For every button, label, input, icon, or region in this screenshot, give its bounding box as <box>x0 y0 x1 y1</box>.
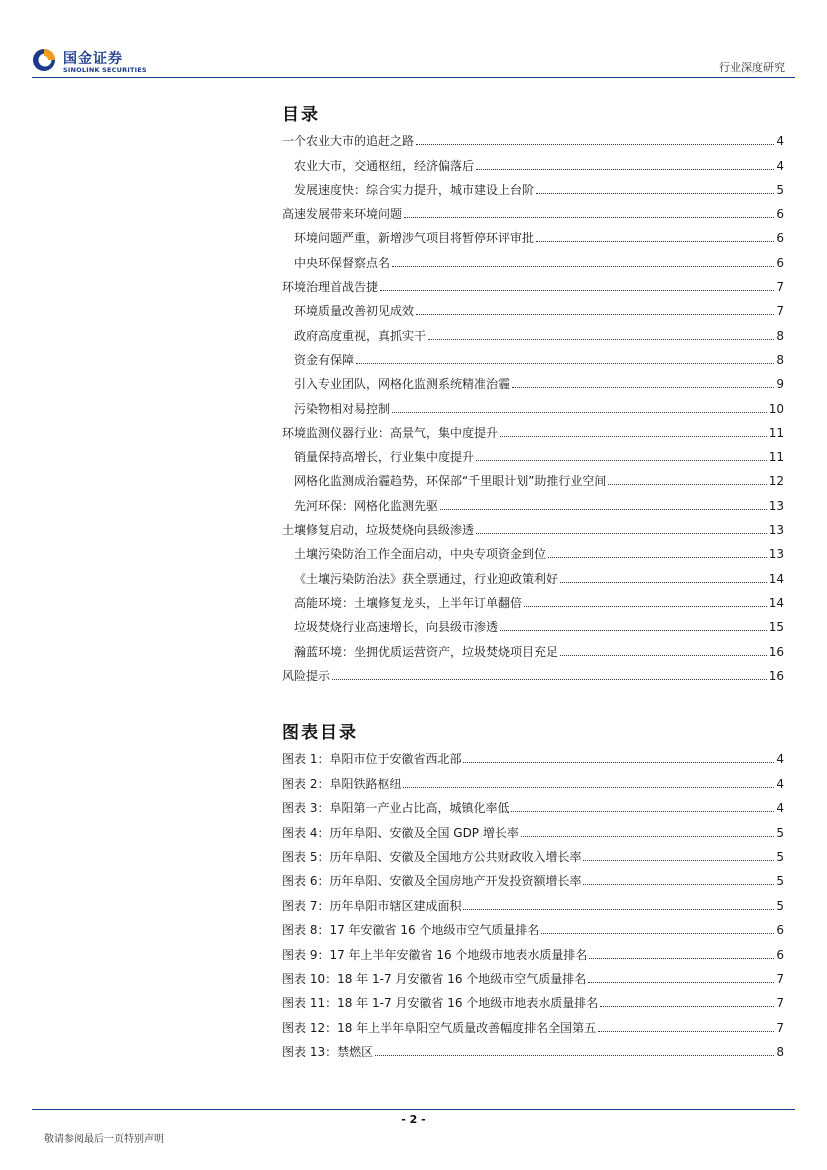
toc-entry[interactable] <box>282 294 784 318</box>
figure-entry[interactable] <box>282 766 784 790</box>
figure-entry[interactable] <box>282 840 784 864</box>
figure-entry[interactable] <box>282 791 784 815</box>
figure-entry-page: 4 <box>776 752 784 767</box>
figure-entry-text: 图表 7：历年阜阳市辖区建成面积 <box>282 898 462 913</box>
dot-leader <box>416 144 774 145</box>
figure-entry-page: 4 <box>776 801 784 816</box>
toc-entry-page: 16 <box>768 668 784 683</box>
toc-entry-text: 销量保持高增长，行业集中度提升 <box>294 450 475 465</box>
toc-entry-text: 政府高度重视，真抓实干 <box>294 328 427 343</box>
figure-entry-text: 图表 8：17 年安徽省 16 个地级市空气质量排名 <box>282 923 540 938</box>
figure-entry-page: 7 <box>776 971 784 986</box>
figure-entry-page: 5 <box>776 825 784 840</box>
toc-entry-text: 高能环境：土壤修复龙头，上半年订单翻倍 <box>294 595 523 610</box>
toc-entry[interactable] <box>282 416 784 440</box>
dot-leader <box>392 266 774 267</box>
toc-entry-page: 6 <box>776 231 784 246</box>
toc-entry[interactable] <box>282 464 784 488</box>
toc-entry-page: 11 <box>768 450 784 465</box>
toc-entry-page: 14 <box>768 571 784 586</box>
toc-entry[interactable] <box>282 634 784 658</box>
figure-entry-page: 5 <box>776 874 784 889</box>
figure-entry[interactable] <box>282 962 784 986</box>
dot-leader <box>560 655 767 656</box>
toc-entry-text: 瀚蓝环境：坐拥优质运营资产，垃圾焚烧项目充足 <box>294 644 559 659</box>
toc-entry-text: 土壤污染防治工作全面启动，中央专项资金到位 <box>294 547 547 562</box>
toc-entry[interactable] <box>282 513 784 537</box>
toc-entry-text: 《土壤污染防治法》获全票通过，行业迎政策利好 <box>294 571 559 586</box>
dot-leader <box>375 1055 774 1056</box>
toc-entry-page: 12 <box>768 474 784 489</box>
figure-entry-page: 5 <box>776 898 784 913</box>
page-number: - 2 - <box>401 1113 426 1126</box>
figures-title: 图表目录 <box>282 723 358 743</box>
company-name-cn: 国金证券 <box>63 51 123 67</box>
toc-entry-page: 13 <box>768 498 784 513</box>
figure-entry-text: 图表 13：禁燃区 <box>282 1045 374 1060</box>
dot-leader <box>548 557 767 558</box>
toc-entry-text: 资金有保障 <box>294 352 355 367</box>
toc-entry-page: 9 <box>776 377 784 392</box>
toc-entry-page: 4 <box>776 158 784 173</box>
dot-leader <box>476 460 767 461</box>
toc-entry[interactable] <box>282 148 784 172</box>
dot-leader <box>541 933 774 934</box>
report-type: 行业深度研究 <box>719 61 785 74</box>
header-divider <box>32 77 795 78</box>
figure-entry-text: 图表 4：历年阜阳、安徽及全国 GDP 增长率 <box>282 825 519 840</box>
toc-entry[interactable] <box>282 561 784 585</box>
toc-entry-text: 环境问题严重，新增涉气项目将暂停环评审批 <box>294 231 535 246</box>
toc-entry-page: 7 <box>776 304 784 319</box>
dot-leader <box>476 169 774 170</box>
figure-entry-page: 8 <box>776 1045 784 1060</box>
toc-entry-page: 13 <box>768 547 784 562</box>
dot-leader <box>356 363 774 364</box>
dot-leader <box>589 958 774 959</box>
toc-entry[interactable] <box>282 173 784 197</box>
toc-entry[interactable] <box>282 343 784 367</box>
figure-entry[interactable] <box>282 888 784 912</box>
dot-leader <box>416 314 774 315</box>
toc-entry-text: 农业大市，交通枢纽，经济偏落后 <box>294 158 475 173</box>
toc-entry-page: 6 <box>776 207 784 222</box>
dot-leader <box>583 884 774 885</box>
figure-entry-page: 7 <box>776 1020 784 1035</box>
toc-entry-text: 环境监测仪器行业：高景气，集中度提升 <box>282 425 499 440</box>
toc-entry-text: 环境治理首战告捷 <box>282 280 379 295</box>
figure-entry-page: 4 <box>776 776 784 791</box>
toc-entry-page: 11 <box>768 425 784 440</box>
figure-entry[interactable] <box>282 815 784 839</box>
dot-leader <box>588 982 774 983</box>
toc-entry-page: 7 <box>776 280 784 295</box>
table-of-contents <box>282 124 784 683</box>
figure-entry-page: 6 <box>776 947 784 962</box>
dot-leader <box>404 217 774 218</box>
toc-entry[interactable] <box>282 318 784 342</box>
toc-entry[interactable] <box>282 537 784 561</box>
figure-entry[interactable] <box>282 937 784 961</box>
figure-entry-text: 图表 1：阜阳市位于安徽省西北部 <box>282 752 462 767</box>
figure-entry-page: 6 <box>776 923 784 938</box>
toc-entry-text: 高速发展带来环境问题 <box>282 207 403 222</box>
dot-leader <box>403 787 774 788</box>
dot-leader <box>476 533 767 534</box>
toc-entry-text: 网格化监测成治霾趋势，环保部“千里眼计划”助推行业空间 <box>294 474 607 489</box>
toc-entry-page: 10 <box>768 401 784 416</box>
dot-leader <box>512 387 774 388</box>
figure-list <box>282 742 784 1059</box>
dot-leader <box>560 582 767 583</box>
dot-leader <box>536 193 774 194</box>
toc-entry-text: 垃圾焚烧行业高速增长，向县级市渗透 <box>294 620 499 635</box>
toc-entry[interactable] <box>282 391 784 415</box>
figure-entry-text: 图表 11：18 年 1-7 月安徽省 16 个地级市地表水质量排名 <box>282 996 599 1011</box>
toc-title: 目录 <box>282 105 320 125</box>
figure-entry-text: 图表 5：历年阜阳、安徽及全国地方公共财政收入增长率 <box>282 849 582 864</box>
figure-entry-text: 图表 6：历年阜阳、安徽及全国房地产开发投资额增长率 <box>282 874 582 889</box>
toc-entry-page: 16 <box>768 644 784 659</box>
toc-entry-text: 中央环保督察点名 <box>294 255 391 270</box>
figure-entry[interactable] <box>282 986 784 1010</box>
toc-entry[interactable] <box>282 245 784 269</box>
toc-entry-page: 8 <box>776 328 784 343</box>
figure-entry-page: 5 <box>776 849 784 864</box>
toc-entry[interactable] <box>282 197 784 221</box>
dot-leader <box>524 606 767 607</box>
toc-entry-page: 14 <box>768 595 784 610</box>
toc-entry-page: 13 <box>768 523 784 538</box>
figure-entry[interactable] <box>282 742 784 766</box>
dot-leader <box>511 811 774 812</box>
toc-entry-text: 土壤修复启动，垃圾焚烧向县级渗透 <box>282 523 475 538</box>
toc-entry[interactable] <box>282 367 784 391</box>
toc-entry-page: 4 <box>776 134 784 149</box>
toc-entry-text: 发展速度快：综合实力提升，城市建设上台阶 <box>294 182 535 197</box>
dot-leader <box>428 339 774 340</box>
page-header <box>0 0 827 80</box>
figure-entry[interactable] <box>282 864 784 888</box>
toc-entry-page: 15 <box>768 620 784 635</box>
dot-leader <box>440 509 767 510</box>
toc-entry[interactable] <box>282 586 784 610</box>
sinolink-logo-icon <box>32 47 56 73</box>
figure-entry-text: 图表 10：18 年 1-7 月安徽省 16 个地级市空气质量排名 <box>282 971 587 986</box>
dot-leader <box>600 1006 774 1007</box>
toc-entry-page: 8 <box>776 352 784 367</box>
figure-entry[interactable] <box>282 913 784 937</box>
toc-entry[interactable] <box>282 124 784 148</box>
dot-leader <box>463 909 774 910</box>
dot-leader <box>380 290 774 291</box>
toc-entry-page: 6 <box>776 255 784 270</box>
dot-leader <box>583 860 774 861</box>
toc-entry-text: 环境质量改善初见成效 <box>294 304 415 319</box>
dot-leader <box>463 762 774 763</box>
toc-entry[interactable] <box>282 221 784 245</box>
footer-disclaimer: 敬请参阅最后一页特别声明 <box>44 1134 164 1145</box>
toc-entry[interactable] <box>282 488 784 512</box>
figure-entry-text: 图表 3：阜阳第一产业占比高，城镇化率低 <box>282 801 510 816</box>
dot-leader <box>608 484 766 485</box>
toc-entry[interactable] <box>282 659 784 683</box>
toc-entry-text: 先河环保：网格化监测先驱 <box>294 498 439 513</box>
toc-entry-page: 5 <box>776 182 784 197</box>
dot-leader <box>500 630 767 631</box>
toc-entry-text: 风险提示 <box>282 668 331 683</box>
footer-divider <box>32 1109 795 1110</box>
dot-leader <box>392 412 767 413</box>
toc-entry[interactable] <box>282 270 784 294</box>
dot-leader <box>500 436 767 437</box>
figure-entry[interactable] <box>282 1035 784 1059</box>
toc-entry-text: 引入专业团队，网格化监测系统精准治霾 <box>294 377 511 392</box>
figure-entry-page: 7 <box>776 996 784 1011</box>
toc-entry[interactable] <box>282 610 784 634</box>
dot-leader <box>332 679 767 680</box>
toc-entry-text: 污染物相对易控制 <box>294 401 391 416</box>
toc-entry-text: 一个农业大市的追赶之路 <box>282 134 415 149</box>
dot-leader <box>598 1031 774 1032</box>
dot-leader <box>536 241 774 242</box>
figure-entry-text: 图表 9：17 年上半年安徽省 16 个地级市地表水质量排名 <box>282 947 588 962</box>
figure-entry-text: 图表 12：18 年上半年阜阳空气质量改善幅度排名全国第五 <box>282 1020 597 1035</box>
figure-entry[interactable] <box>282 1010 784 1034</box>
figure-entry-text: 图表 2：阜阳铁路枢纽 <box>282 776 402 791</box>
company-name-en: SINOLINK SECURITIES <box>63 66 147 74</box>
toc-entry[interactable] <box>282 440 784 464</box>
dot-leader <box>521 836 775 837</box>
